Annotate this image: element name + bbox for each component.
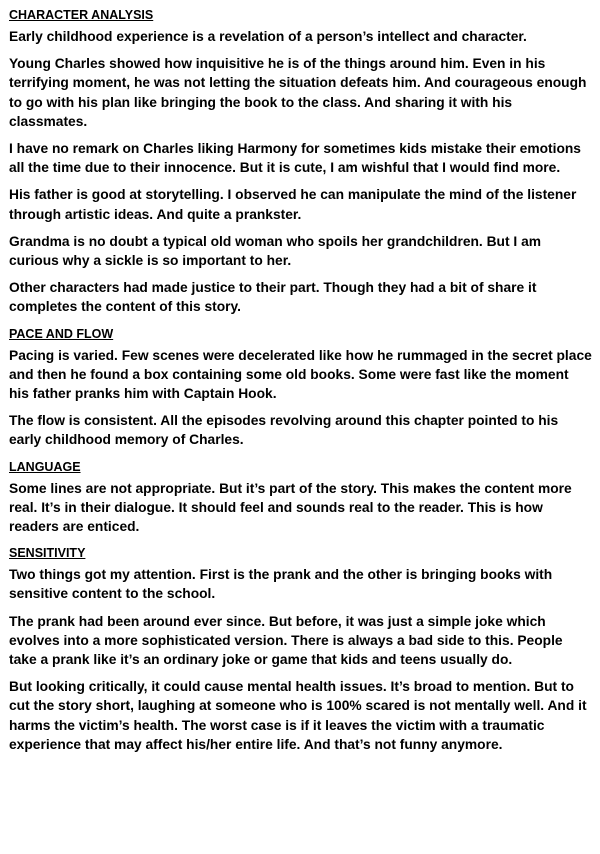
paragraph: Two things got my attention. First is the prank and the other is bringing books with sensitive content to the school. (9, 567, 553, 602)
section-heading: SENSITIVITY (9, 546, 86, 561)
paragraph: Some lines are not appropriate. But it’s part of the story. This makes the content more real. It’s in their dialogue. It should feel and sounds real to the reader. This is how readers are enticed. (9, 480, 572, 535)
section-heading: LANGUAGE (9, 459, 81, 474)
paragraph: But looking critically, it could cause mental health issues. It’s broad to mention. But to cut the story short, laughing at someone who is 100% scared is not mentally well. And it harms the victim’s health. The worst case is if it leaves the victim with a traumatic experience that may affect his/her entire life. And that’s not funny anymore. (9, 679, 587, 752)
section-pace-and-flow (9, 325, 592, 450)
section-heading: CHARACTER ANALYSIS (9, 8, 154, 22)
section-character-analysis (9, 6, 592, 317)
paragraph: The prank had been around ever since. But before, it was just a simple joke which evolves into a more sophisticated version. There is always a bad side to this. People take a prank like it’s an ordinary joke or game that kids and teens usually do. (9, 613, 563, 668)
paragraph: Other characters had made justice to their part. Though they had a bit of share it completes the content of this story. (9, 280, 537, 315)
section-language (9, 458, 592, 537)
paragraph: Early childhood experience is a revelation of a person’s intellect and character. (9, 29, 527, 44)
paragraph: I have no remark on Charles liking Harmony for sometimes kids mistake their emotions all the time due to their innocence. But it is cute, I am wishful that I would find more. (9, 141, 581, 176)
paragraph: Grandma is no doubt a typical old woman who spoils her grandchildren. But I am curious why a sickle is so important to her. (9, 233, 542, 269)
paragraph: Young Charles showed how inquisitive he is of the things around him. Even in his terrifying moment, he was not letting the situation defeats him. And courageous enough to go with his plan like bringing the book to the class. And sharing it with his classmates. (9, 56, 587, 129)
paragraph: His father is good at storytelling. I observed he can manipulate the mind of the listener through artistic ideas. And quite a prankster. (9, 187, 577, 222)
section-sensitivity (9, 544, 592, 754)
paragraph: The flow is consistent. All the episodes revolving around this chapter pointed to his early childhood memory of Charles. (9, 413, 559, 448)
paragraph: Pacing is varied. Few scenes were decelerated like how he rummaged in the secret place and then he found a box containing some old books. Some were fast like the moment his father pranks him with Captain Hook. (9, 347, 592, 402)
section-heading: PACE AND FLOW (9, 326, 114, 341)
